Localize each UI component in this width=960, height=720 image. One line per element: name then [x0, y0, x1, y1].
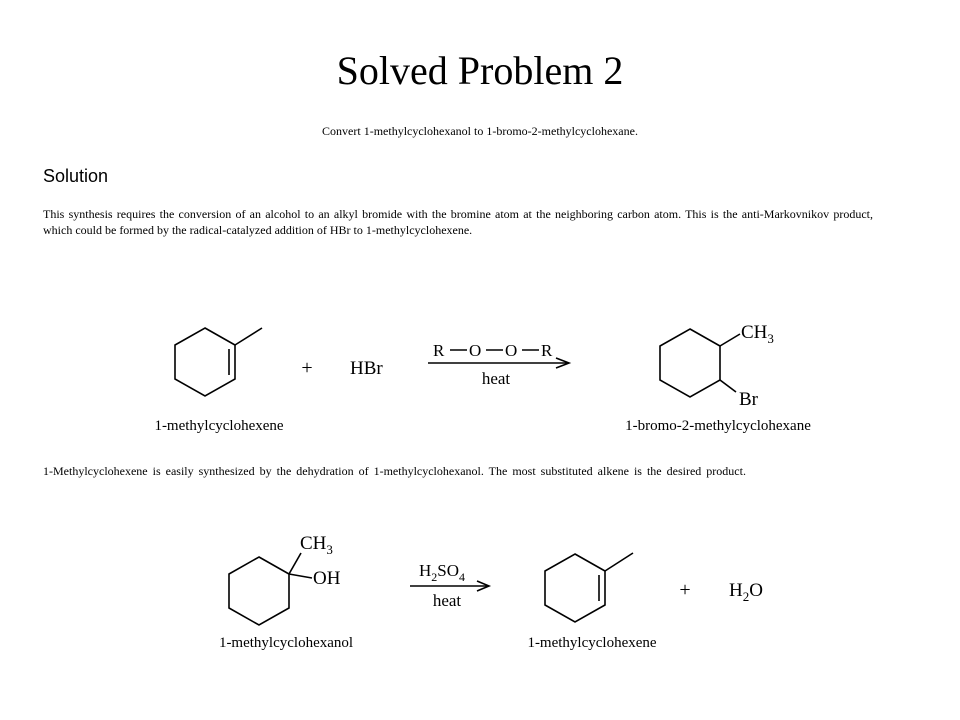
methylcyclohexene-product-structure	[545, 553, 633, 622]
peroxide-catalyst	[433, 341, 553, 360]
reactant-label-2: 1-methylcyclohexanol	[218, 635, 354, 651]
reactant-label: 1-methylcyclohexene	[154, 418, 284, 434]
methylcyclohexanol-structure	[229, 553, 312, 625]
page-title: Solved Problem 2	[336, 48, 624, 93]
catalyst-o2: O	[505, 341, 518, 360]
product-br: Br	[739, 389, 758, 410]
heat-condition-1: heat	[481, 369, 511, 388]
solution-paragraph: This synthesis requires the conversion of an alcohol to an alkyl bromide with the bromine atom at the neighboring carbon atom. This is the anti-Markovnikov product, which could be formed by the radical-catalyzed addition of HBr to 1-methylcyclohexene.	[43, 207, 873, 237]
methylcyclohexene-structure	[175, 328, 262, 396]
catalyst-o1: O	[469, 341, 482, 360]
reactant-ch3: $CH_3$	[300, 533, 333, 557]
hbr-reagent: HBr	[350, 358, 383, 379]
product-label: 1-bromo-2-methylcyclohexane	[625, 418, 811, 434]
reaction-arrow-2	[410, 581, 489, 591]
bromomethylcyclohexane-structure	[660, 329, 740, 397]
plus-sign-2: +	[679, 579, 691, 601]
heat-condition-2: heat	[432, 591, 462, 610]
plus-sign: +	[301, 357, 313, 379]
solution-heading: Solution	[43, 166, 109, 186]
catalyst-r2: R	[541, 341, 553, 360]
reactant-oh: OH	[313, 568, 341, 589]
catalyst-r1: R	[433, 341, 445, 360]
h2so4-reagent: $H_2SO_4$	[419, 561, 466, 584]
product-ch3: $CH_3$	[741, 322, 774, 346]
water-byproduct: $H_2O$	[729, 580, 763, 604]
bridge-paragraph: 1-Methylcyclohexene is easily synthesized by the dehydration of 1-methylcyclohexanol. The most substituted alkene is the desired product.	[43, 464, 746, 478]
problem-statement: Convert 1-methylcyclohexanol to 1-bromo-2-methylcyclohexane.	[322, 124, 638, 138]
product-label-2: 1-methylcyclohexene	[527, 635, 657, 651]
